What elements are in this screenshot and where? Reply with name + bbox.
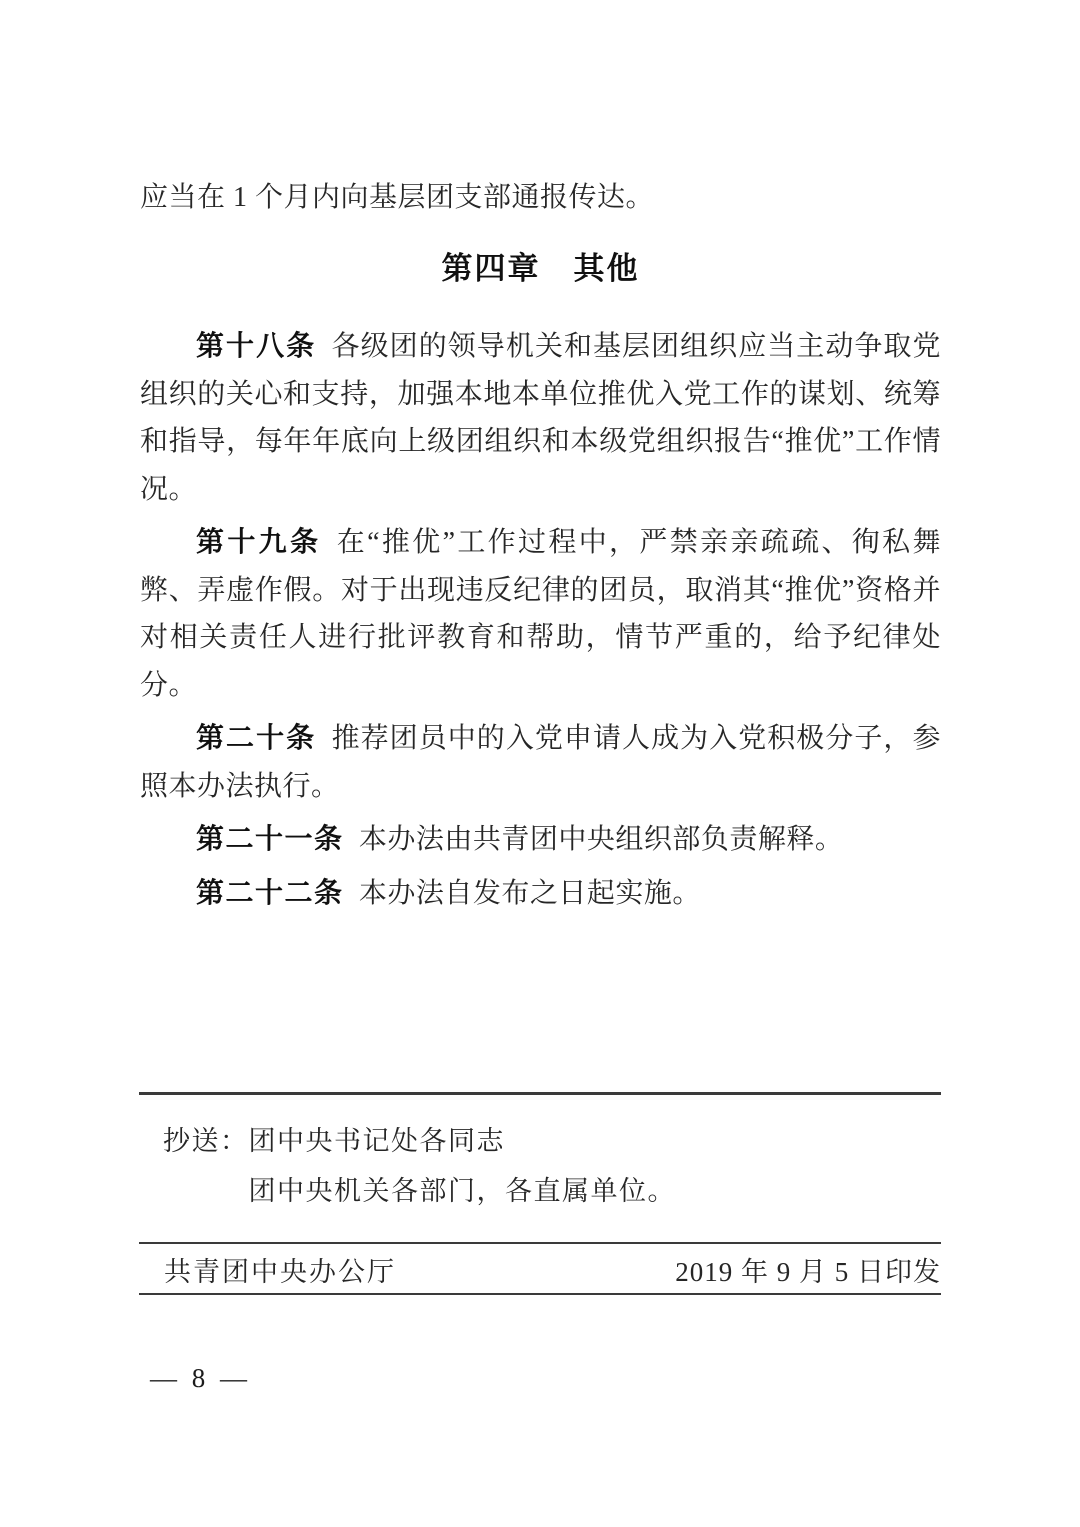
colophon-row [140, 1247, 941, 1291]
separator-line-bottom [139, 1293, 941, 1295]
article-22-label: 第二十二条 [196, 876, 344, 908]
separator-line-top [139, 1092, 941, 1095]
article-19 [140, 518, 941, 709]
article-21-text: 本办法由共青团中央组织部负责解释。 [358, 824, 844, 855]
article-18-text: 各级团的领导机关和基层团组织应当主动争取党组织的关心和支持，加强本地本单位推优入党工作的谋划、统筹和指导，每年年底向上级团组织和本级党组织报告“推优”工作情况。 [140, 331, 941, 505]
article-18-label: 第十八条 [196, 330, 317, 361]
copy-section [163, 1116, 676, 1216]
document-body [140, 174, 941, 922]
article-19-text: 在“推优”工作过程中，严禁亲亲疏疏、徇私舞弊、弄虚作假。对于出现违反纪律的团员，取消其“推优”资格并对相关责任人进行批评教育和帮助，情节严重的，给予纪律处分。 [140, 527, 941, 701]
print-date: 2019 年 9 月 5 日印发 [675, 1256, 941, 1287]
article-20 [140, 714, 941, 810]
article-21 [140, 815, 941, 864]
page-number: — 8 — [150, 1363, 251, 1393]
article-20-label: 第二十条 [196, 722, 317, 753]
article-22-text: 本办法自发布之日起实施。 [358, 877, 701, 909]
chapter-heading: 第四章 其他 [441, 250, 640, 286]
copy-recipients [249, 1116, 677, 1216]
copy-recipient-line: 团中央机关各部门，各直属单位。 [248, 1176, 676, 1206]
copy-recipient-line: 团中央书记处各同志 [248, 1126, 505, 1156]
copy-label: 抄送： [163, 1126, 249, 1156]
article-18 [140, 322, 941, 513]
separator-line-middle [139, 1242, 941, 1244]
continuation-paragraph: 应当在 1 个月内向基层团支部通报传达。 [140, 182, 655, 213]
article-20-text: 推荐团员中的入党申请人成为入党积极分子，参照本办法执行。 [140, 723, 941, 802]
article-19-label: 第十九条 [196, 526, 322, 557]
issuing-office: 共青团中央办公厅 [164, 1256, 396, 1287]
article-22 [140, 869, 941, 918]
article-21-label: 第二十一条 [196, 823, 344, 854]
